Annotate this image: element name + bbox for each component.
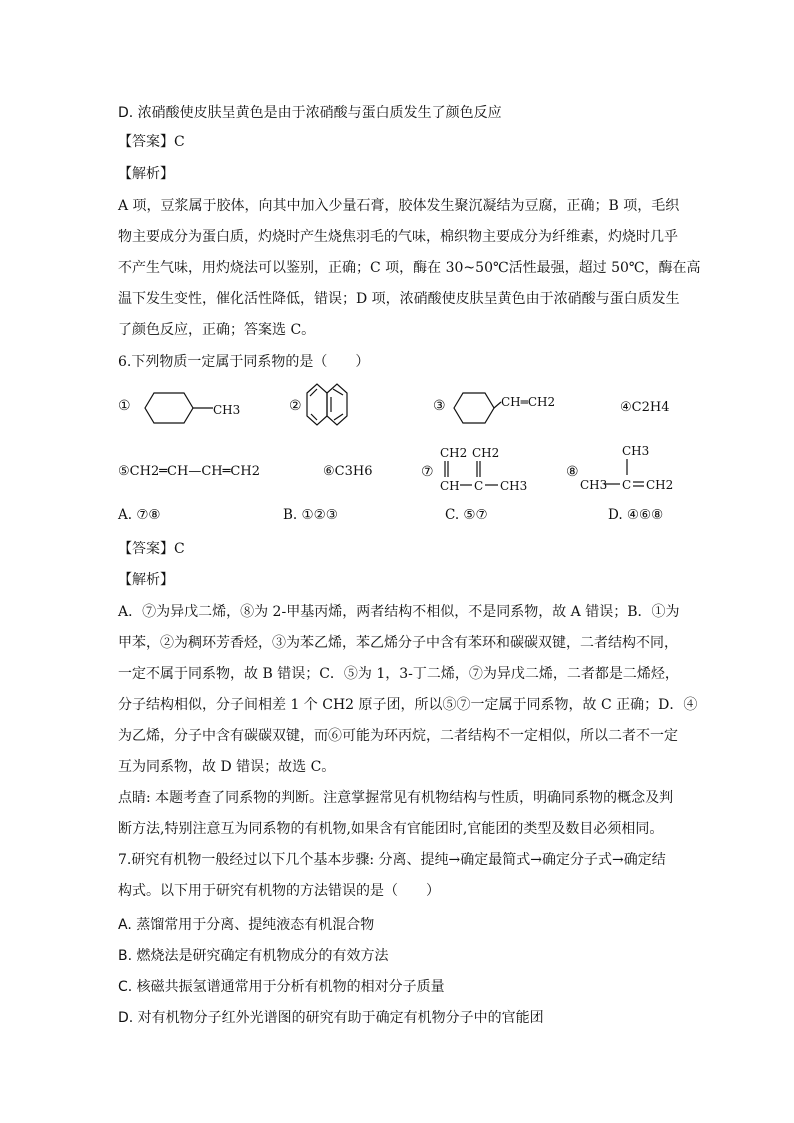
q7-option-c: C. 核磁共振氢谱通常用于分析有机物的相对分子质量 (118, 979, 445, 995)
q6-option-d: D. ④⑥⑧ (608, 507, 664, 523)
naphthalene-structure (305, 381, 355, 431)
methylpropene-structure (580, 443, 680, 498)
q6-option-c: C. ⑤⑦ (445, 507, 488, 523)
s7-label: ⑦ (421, 464, 434, 480)
s7-c: C (474, 479, 484, 493)
q6-analysis-text: A．⑦为异戊二烯，⑧为 2-甲基丙烯，两者结构不相似，不是同系物，故 A 错误；B．①为 甲苯，②为稠环芳香烃，③为苯乙烯，苯乙烯分子中含有苯环和碳碳双键，二者结构不同， 一定不属于同系物，故 B 错误；C．⑤为 1，3-丁二烯，⑦为异戊二烯，二者都是二烯烃， 分子结构相似，分子间相差 1 个 CH2 原子团，所以⑤⑦一定属于同系物，故 C 正确；D．④ 为乙烯，分子中含有碳碳双键，而⑥可能为环丙烷，二者结构不一定相似，所以二者不一定 互为同系物，故 D 错误；故选 C。 点睛: 本题考查了同系物的判断。注意掌握常见有机物结构与性质，明确同系物的概念及判 断方法,特别注意互为同系物的有机物,如果含有官能团时,官能团的类型及数目必须相同。 (118, 604, 698, 837)
s7-ch: CH (440, 479, 460, 493)
s7-ch3: CH3 (500, 479, 528, 493)
s8-ch2: CH2 (646, 478, 674, 492)
s8-label: ⑧ (566, 464, 579, 480)
s2-label: ② (289, 398, 302, 414)
prev-option-d: D. 浓硝酸使皮肤呈黄色是由于浓硝酸与蛋白质发生了颜色反应 (118, 105, 502, 121)
s8-c: C (622, 478, 632, 492)
q6-stem: 6.下列物质一定属于同系物的是（ ） (118, 354, 370, 370)
s5-formula: ⑤CH2═CH—CH═CH2 (118, 464, 260, 479)
prev-analysis-text: A 项，豆浆属于胶体，向其中加入少量石膏，胶体发生聚沉凝结为豆腐，正确；B 项，毛织 物主要成分为蛋白质，灼烧时产生烧焦羽毛的气味，棉织物主要成分为纤维素，灼烧时几乎 不产生气味，用灼烧法可以鉴别，正确；C 项，酶在 30~50℃活性最强，超过 50℃，酶在高 温下发生变性，催化活性降低，错误；D 项，浓硝酸使皮肤呈黄色由于浓硝酸与蛋白质发生 了颜色反应，正确；答案选 C。 (118, 198, 701, 338)
s6-formula: ⑥C3H6 (323, 464, 373, 479)
q7-option-a: A. 蒸馏常用于分离、提纯液态有机混合物 (118, 917, 375, 933)
s1-group: CH3 (213, 403, 241, 417)
q7-option-d: D. 对有机物分子红外光谱图的研究有助于确定有机物分子中的官能团 (118, 1010, 544, 1026)
q6-option-a: A. ⑦⑧ (118, 507, 161, 523)
s8-ch3-top: CH3 (622, 444, 650, 458)
s8-ch3: CH3 (580, 478, 608, 492)
s1-label: ① (118, 398, 131, 414)
prev-answer: 【答案】C (118, 134, 185, 150)
s7-ch2a: CH2 (440, 446, 468, 460)
s3-group: CH═CH2 (501, 395, 556, 409)
q7-stem: 7.研究有机物一般经过以下几个基本步骤: 分离、提纯→确定最简式→确定分子式→确定结 构式。以下用于研究有机物的方法错误的是（ ） (118, 852, 666, 899)
isoprene-structure (440, 447, 540, 497)
q6-option-b: B. ①②③ (283, 507, 338, 523)
s4-formula: ④C2H4 (620, 400, 670, 415)
toluene-structure (133, 390, 243, 430)
q6-analysis-label: 【解析】 (118, 572, 174, 588)
q6-answer: 【答案】C (118, 541, 185, 557)
q7-option-b: B. 燃烧法是研究确定有机物成分的有效方法 (118, 948, 389, 964)
styrene-structure (449, 390, 579, 430)
s3-label: ③ (433, 398, 446, 414)
prev-analysis-label: 【解析】 (118, 166, 174, 182)
s7-ch2b: CH2 (472, 446, 500, 460)
